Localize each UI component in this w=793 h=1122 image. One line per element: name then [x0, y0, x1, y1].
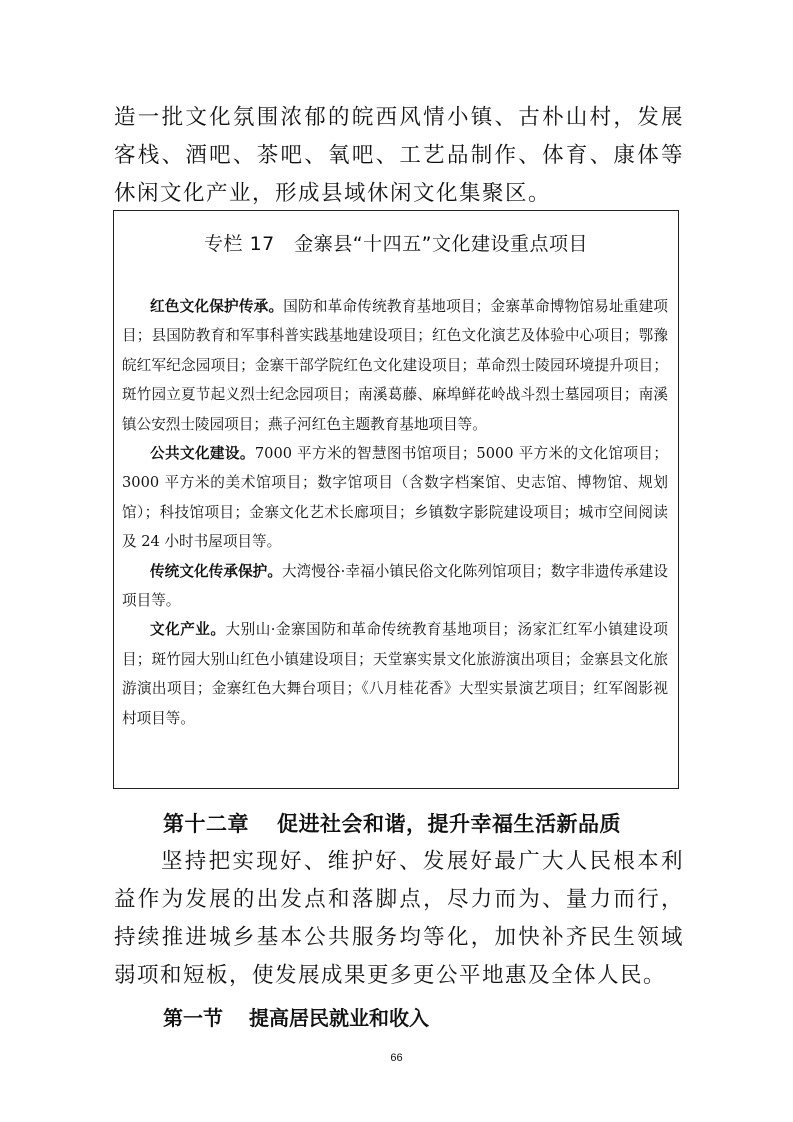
- box-item-heading: 文化产业。: [150, 621, 226, 639]
- box-item-heading: 公共文化建设。: [150, 445, 255, 463]
- feature-box-title: 专栏 17 金寨县“十四五”文化建设重点项目: [204, 233, 588, 255]
- section-title: 提高居民就业和收入: [249, 1006, 429, 1030]
- box-item-heading: 传统文化传承保护。: [150, 562, 282, 580]
- box-item-text: 7000 平方米的智慧图书馆项目；5000 平方米的文化馆项目；3000 平方米的美术馆项目；数字馆项目（含数字档案馆、史志馆、博物馆、规划馆）；科技馆项目；金寨文化艺术长廊项目；乡镇数字影院建设项目；城市空间阅读及 24 小时书屋项目等。: [122, 445, 668, 551]
- chapter-heading: [163, 808, 621, 838]
- feature-box-body: [122, 292, 668, 733]
- box-item-public-culture: [122, 439, 668, 557]
- feature-box: [113, 210, 679, 789]
- box-item-text: 大湾慢谷·幸福小镇民俗文化陈列馆项目；数字非遗传承建设项目等。: [122, 562, 668, 610]
- section-heading: [163, 1002, 429, 1031]
- chapter-paragraph: 坚持把实现好、维护好、发展好最广大人民根本利益作为发展的出发点和落脚点，尽力而为、量力而行，持续推进城乡基本公共服务均等化，加快补齐民生领域弱项和短板，使发展成果更多更公平地惠及全体人民。: [114, 849, 684, 988]
- box-item-culture-industry: [122, 615, 668, 733]
- chapter-title: 促进社会和谐，提升幸福生活新品质: [277, 812, 621, 836]
- box-item-red-culture: [122, 292, 668, 439]
- intro-paragraph: 造一批文化氛围浓郁的皖西风情小镇、古朴山村，发展客栈、酒吧、茶吧、氧吧、工艺品制作、体育、康体等休闲文化产业，形成县域休闲文化集聚区。: [114, 105, 684, 206]
- box-item-text: 国防和革命传统教育基地项目；金寨革命博物馆易址重建项目；县国防教育和军事科普实践基地建设项目；红色文化演艺及体验中心项目；鄂豫皖红军纪念园项目；金寨干部学院红色文化建设项目；革命烈士陵园环境提升项目；斑竹园立夏节起义烈士纪念园项目；南溪葛藤、麻埠鲜花岭战斗烈士墓园项目；南溪镇公安烈士陵园项目；燕子河红色主题教育基地项目等。: [122, 298, 668, 433]
- chapter-number: 第十二章: [163, 812, 249, 836]
- box-item-text: 大别山·金寨国防和革命传统教育基地项目；汤家汇红军小镇建设项目；斑竹园大别山红色小镇建设项目；天堂寨实景文化旅游演出项目；金寨县文化旅游演出项目；金寨红色大舞台项目；《八月桂花香》大型实景演艺项目；红军阁影视村项目等。: [122, 621, 668, 727]
- box-item-heading: 红色文化保护传承。: [150, 298, 284, 315]
- section-number: 第一节: [163, 1006, 223, 1030]
- page-number: 66: [390, 1052, 403, 1064]
- box-item-traditional-culture: [122, 557, 668, 616]
